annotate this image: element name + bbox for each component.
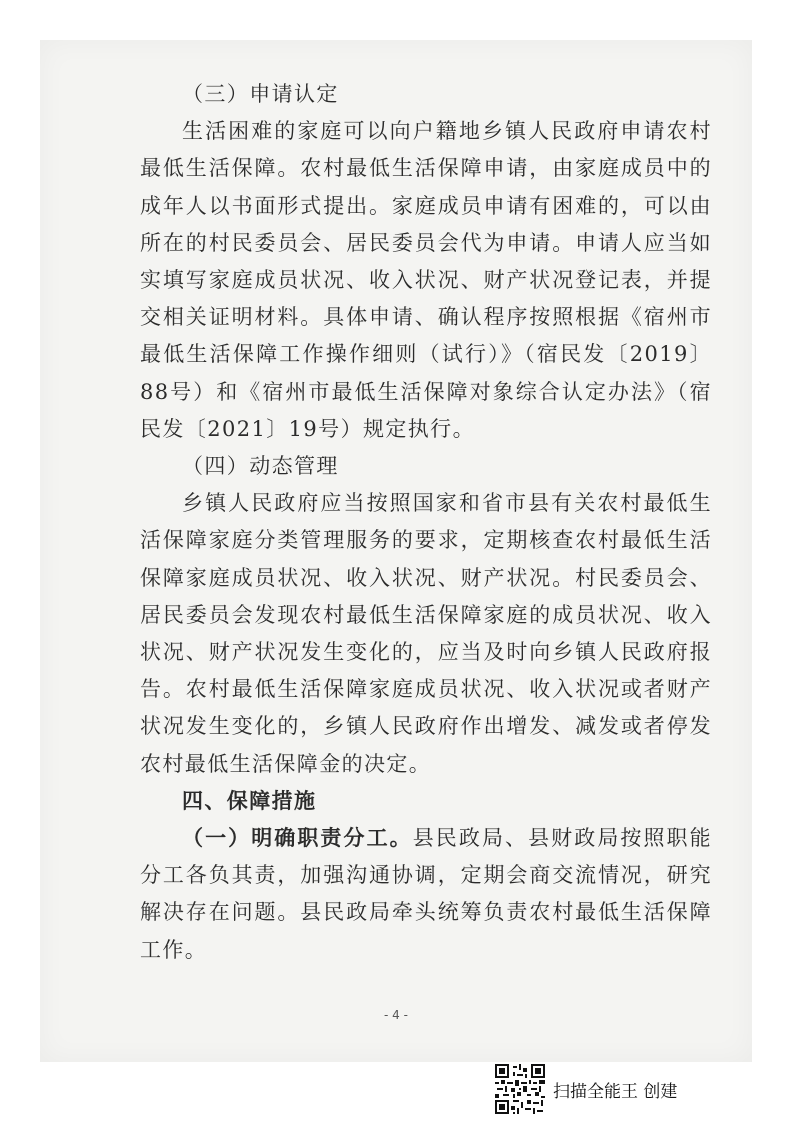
scanned-page	[40, 40, 752, 1062]
measure-text: 县民政局、县财政局按照职能分工各负其责，加强沟通协调，定期会商交流情况，研究解决存在问题。县民政局牵头统筹负责农村最低生活保障工作。	[140, 826, 713, 962]
measure-lead: （一）明确职责分工。	[182, 826, 413, 851]
section-heading-4: （四）动态管理	[182, 454, 339, 479]
scanner-watermark	[495, 1063, 677, 1115]
measure-paragraph	[140, 820, 712, 969]
page-number: - 4 -	[384, 1008, 408, 1022]
section-4-paragraph: 乡镇人民政府应当按照国家和省市县有关农村最低生活保障家庭分类管理服务的要求，定期核查农村最低生活保障家庭成员状况、收入状况、财产状况。村民委员会、居民委员会发现农村最低生活保障家庭的成员状况、收入状况、财产状况发生变化的，应当及时向乡镇人民政府报告。农村最低生活保障家庭成员状况、收入状况或者财产状况发生变化的，乡镇人民政府作出增发、减发或者停发农村最低生活保障金的决定。	[140, 491, 712, 776]
watermark-text: 扫描全能王 创建	[553, 1081, 678, 1102]
document-body	[140, 76, 712, 969]
section-3-paragraph: 生活困难的家庭可以向户籍地乡镇人民政府申请农村最低生活保障。农村最低生活保障申请，由家庭成员中的成年人以书面形式提出。家庭成员申请有困难的，可以由所在的村民委员会、居民委员会代为申请。申请人应当如实填写家庭成员状况、收入状况、财产状况登记表，并提交相关证明材料。具体申请、确认程序按照根据《宿州市最低生活保障工作操作细则（试行）》（宿民发〔2019〕88号）和《宿州市最低生活保障对象综合认定办法》（宿民发〔2021〕19号）规定执行。	[140, 119, 712, 441]
section-heading-3: （三）申请认定	[182, 82, 339, 106]
chapter-heading: 四、保障措施	[182, 788, 317, 813]
qr-code-icon	[495, 1064, 545, 1114]
